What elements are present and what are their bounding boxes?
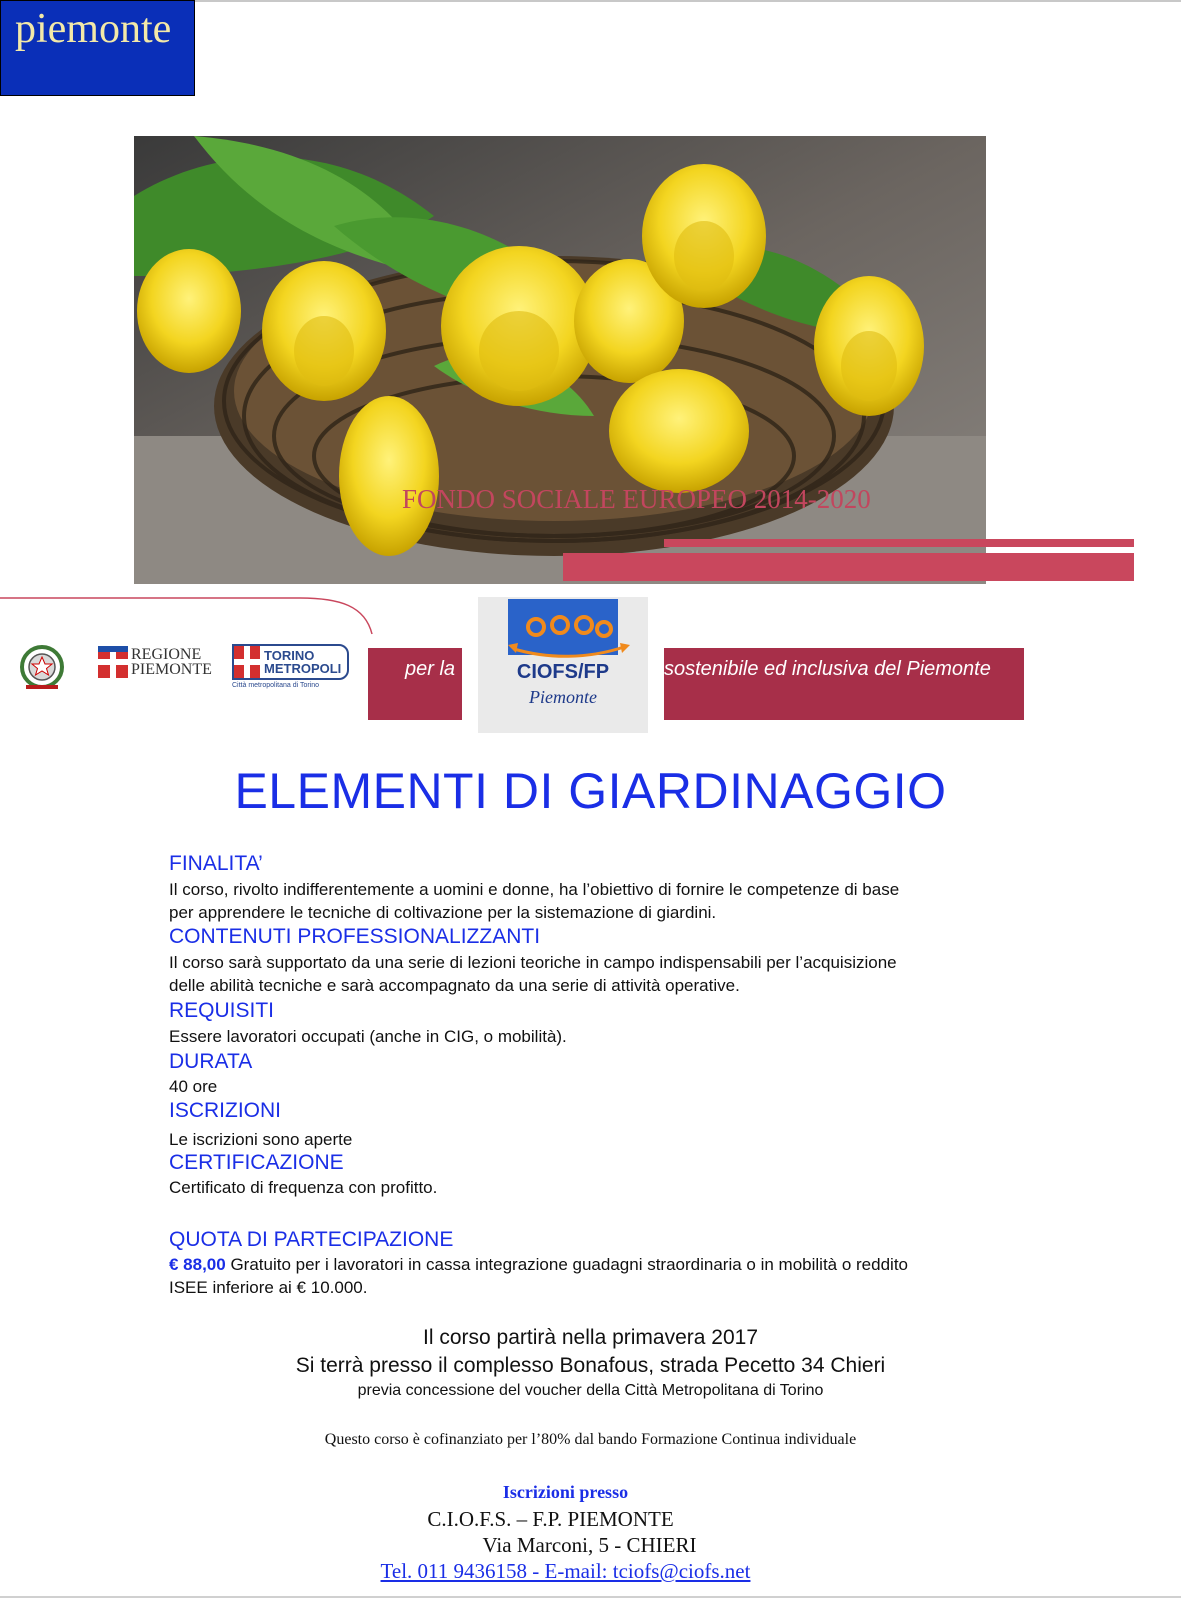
region-logo-line2: PIEMONTE <box>131 661 212 678</box>
hero-image <box>134 136 986 584</box>
torino-logo-line2: METROPOLI <box>264 661 342 676</box>
heading-quota: QUOTA DI PARTECIPAZIONE <box>169 1228 454 1251</box>
heading-finalita: FINALITA’ <box>169 852 263 875</box>
tulip-basket-photo <box>134 136 986 584</box>
fse-title: FONDO SOCIALE EUROPEO 2014-2020 <box>402 484 871 514</box>
banner-left-text: per la <box>405 658 456 680</box>
iscrizioni-text: Le iscrizioni sono aperte <box>169 1130 353 1149</box>
bottom-border <box>0 1596 1181 1598</box>
cofinance-note: Questo corso è cofinanziato per l’80% dal bando Formazione Continua individuale <box>324 1431 857 1448</box>
finalita-line2: per apprendere le tecniche di coltivazione per la sistemazione di giardini. <box>169 903 717 922</box>
durata-text: 40 ore <box>169 1077 218 1096</box>
ciofs-sub: Piemonte <box>529 687 597 707</box>
course-location: Si terrà presso il complesso Bonafous, strada Pecetto 34 Chieri <box>295 1354 886 1377</box>
torino-logo-line1: TORINO <box>264 648 315 663</box>
contact-line <box>0 1559 1156 1584</box>
region-logo-line1: REGIONE <box>131 646 202 663</box>
brand-label: piemonte <box>15 6 172 52</box>
signup-label: Iscrizioni presso <box>502 1482 629 1502</box>
torino-logo-sub: Città metropolitana di Torino <box>232 682 320 689</box>
certificazione-text: Certificato di frequenza con profitto. <box>169 1178 438 1197</box>
quota-text <box>169 1253 1019 1299</box>
page-title: ELEMENTI DI GIARDINAGGIO <box>234 763 947 819</box>
org-address: Via Marconi, 5 - CHIERI <box>482 1533 697 1557</box>
quota-line2: ISEE inferiore ai € 10.000. <box>169 1278 368 1297</box>
ciofs-name: CIOFS/FP <box>516 661 610 683</box>
regione-piemonte-logo <box>98 646 212 678</box>
heading-durata: DURATA <box>169 1050 253 1073</box>
org-name: C.I.O.F.S. – F.P. PIEMONTE <box>427 1507 674 1531</box>
decorative-curve <box>0 596 380 636</box>
torino-metropoli-logo <box>232 644 349 689</box>
finalita-line1: Il corso, rivolto indifferentemente a uomini e donne, ha l’obiettivo di fornire le competenze di base <box>169 880 900 899</box>
ciofs-emblem-icon <box>478 597 648 667</box>
decorative-line <box>664 539 1134 547</box>
finalita-text <box>169 878 1019 924</box>
contenuti-line2: delle abilità tecniche e sarà accompagnato da una serie di attività operative. <box>169 976 740 995</box>
course-start: Il corso partirà nella primavera 2017 <box>423 1326 758 1349</box>
price: € 88,00 <box>169 1255 226 1274</box>
brand-logo <box>0 0 195 96</box>
heading-requisiti: REQUISITI <box>169 999 275 1022</box>
ciofs-logo <box>478 597 648 733</box>
banner-right-text: sostenibile ed inclusiva del Piemonte <box>664 658 991 680</box>
decorative-bar <box>563 553 1134 581</box>
torino-flag-icon <box>234 646 260 678</box>
requisiti-text: Essere lavoratori occupati (anche in CIG, o mobilità). <box>169 1027 567 1046</box>
heading-iscrizioni: ISCRIZIONI <box>169 1099 282 1122</box>
voucher-note: previa concessione del voucher della Città Metropolitana di Torino <box>357 1382 824 1399</box>
quota-line1 <box>169 1253 1019 1276</box>
contenuti-line1: Il corso sarà supportato da una serie di lezioni teoriche in campo indispensabili per l’acquisizione <box>169 953 897 972</box>
contenuti-text <box>169 951 1019 997</box>
heading-certificazione: CERTIFICAZIONE <box>169 1151 344 1174</box>
regione-flag-icon <box>98 646 128 678</box>
italian-republic-emblem-icon <box>18 641 66 697</box>
quota-line1-rest: Gratuito per i lavoratori in cassa integrazione guadagni straordinaria o in mobilità o reddito <box>225 1255 909 1274</box>
contact-link[interactable]: Tel. 011 9436158 - E-mail: tciofs@ciofs.net <box>380 1559 751 1583</box>
heading-contenuti: CONTENUTI PROFESSIONALIZZANTI <box>169 925 541 948</box>
